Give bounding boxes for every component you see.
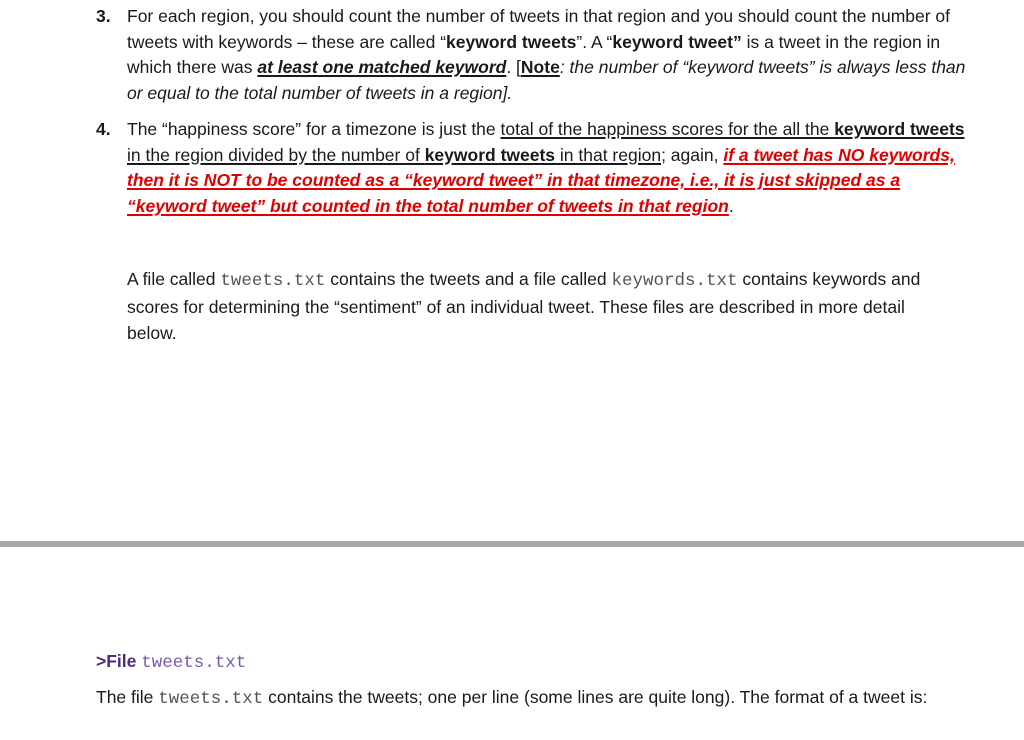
section-divider (0, 541, 1024, 547)
code-filename: keywords.txt (611, 271, 738, 291)
bold-term: keyword tweet” (612, 31, 742, 52)
red-warning-text: if a tweet has NO keywords, then it is NOT to be counted as a “keyword tweet” in that timezone, i.e., it is just skipped as a “keyword tweet” but counted in the total number of tweets in that region (127, 144, 955, 216)
list-number: 4. (96, 119, 111, 139)
heading-label: >File (96, 651, 142, 671)
section-heading (96, 649, 246, 675)
code-filename: tweets.txt (220, 271, 326, 291)
note-label: Note (520, 57, 560, 77)
list-item-text: For each region, you should count the number of tweets in that region and you should count the number of tweets with keywords – these are called “keyword tweets”. A “keyword tweet” is a tweet in the region in which there was at least one matched keyword. [Note: the number of “keyword tweets” is always less than or equal to the total number of tweets in a region]. (127, 6, 966, 103)
underlined-text: in the region divided by the number of (127, 144, 425, 165)
file-description: The file tweets.txt contains the tweets; one per line (some lines are quite long). The format of a tweet is: (96, 687, 928, 709)
code-filename: tweets.txt (158, 689, 264, 709)
note-text: : the number of “keyword tweets” is always less than or equal to the total number of tweets in a region]. (127, 57, 966, 103)
bold-term: keyword tweets (834, 119, 965, 139)
list-item-text: The “happiness score” for a timezone is just the total of the happiness scores for the all the keyword tweets in the region divided by the number of keyword tweets in that region; again, if a tweet has NO keywords, then it is NOT to be counted as a “keyword tweet” in that timezone, i.e., it is just skipped as a “keyword tweet” but counted in the total number of tweets in that region. (127, 119, 965, 216)
emphasis-text: at least one matched keyword (257, 57, 507, 77)
list-number: 3. (96, 6, 111, 26)
underlined-text: total of the happiness scores for the all the (500, 119, 835, 139)
underlined-text: in that region (555, 144, 662, 165)
code-filename: tweets.txt (141, 653, 247, 673)
files-description: A file called tweets.txt contains the tweets and a file called keywords.txt contains keywords and scores for determining the “sentiment” of an individual tweet. These files are described in more detail below. (127, 269, 921, 343)
bold-term: keyword tweets (424, 144, 556, 165)
bold-term: keyword tweets (446, 31, 577, 52)
